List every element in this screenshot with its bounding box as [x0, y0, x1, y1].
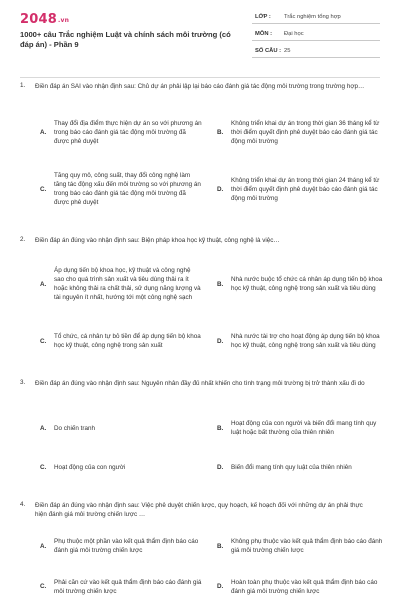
question-2	[20, 236, 383, 370]
meta-row-so-cau	[252, 45, 380, 58]
question-4	[20, 501, 383, 600]
option-a[interactable]	[40, 409, 210, 447]
option-text: Phải căn cứ vào kết quả thẩm định báo cáo đánh giá môi trường chiến lược	[54, 578, 202, 595]
option-a[interactable]	[40, 112, 210, 152]
option-text: Không phụ thuộc vào kết quả thẩm định báo cáo đánh giá môi trường chiến lược	[231, 538, 383, 554]
option-text: Biến đổi mang tính quy luật của thiên nhiên	[231, 463, 352, 471]
meta-value-lop: Trắc nghiệm tổng hợp	[284, 14, 341, 20]
meta-row-lop	[252, 11, 380, 24]
option-letter: B.	[217, 280, 224, 288]
option-text: Không triển khai dự án trong thời gian 24 tháng kể từ thời điểm quyết định phê duyệt báo cáo đánh giá tác động môi trường	[231, 176, 380, 202]
question-3	[20, 379, 380, 485]
question-text: Điền đáp án đúng vào nhận định sau: Việc phê duyệt chiến lược, quy hoạch, kế hoạch đối với những dự án phải thực hiện đánh giá môi trường chiến lược …	[35, 502, 363, 518]
option-text: Tăng quy mô, công suất, thay đổi công nghệ làm tăng tác động xấu đến môi trường so với phương án trong báo cáo đánh giá tác động môi trường đã được phê duyệt	[54, 172, 201, 206]
meta-label-mon: MÔN :	[255, 31, 273, 37]
brand-logo[interactable]	[20, 12, 69, 27]
option-text: Phụ thuộc một phần vào kết quả thẩm định báo cáo đánh giá môi trường chiến lược	[54, 538, 199, 554]
document-title: 1000+ câu Trắc nghiệm Luật và chính sách môi trường (có đáp án) - Phần 9	[20, 30, 231, 49]
option-text: Nhà nước buộc tổ chức cá nhân áp dụng tiến bộ khoa học kỹ thuật, công nghệ trong sản xuất và tiêu dùng	[231, 276, 383, 292]
meta-label-lop: LỚP :	[255, 14, 271, 20]
option-c[interactable]	[40, 573, 210, 600]
option-b[interactable]	[217, 409, 387, 447]
document-header	[0, 0, 400, 70]
question-text: Điền đáp án đúng vào nhận định sau: Biện pháp khoa học kỹ thuật, công nghệ là việc…	[35, 237, 280, 244]
option-letter: D.	[217, 185, 224, 193]
meta-panel	[252, 11, 380, 62]
option-b[interactable]	[217, 254, 387, 314]
meta-row-mon	[252, 28, 380, 41]
option-letter: C.	[40, 463, 47, 471]
option-text: Tổ chức, cá nhân tự bỏ tiền để áp dụng tiến bộ khoa học kỹ thuật, công nghệ trong sản xuất	[54, 333, 201, 349]
question-number: 1.	[20, 82, 26, 89]
option-letter: D.	[217, 337, 224, 345]
meta-label-so-cau: SỐ CÂU :	[255, 48, 282, 54]
option-letter: C.	[40, 337, 47, 345]
option-letter: B.	[217, 128, 224, 136]
option-letter: C.	[40, 583, 47, 590]
option-letter: B.	[217, 424, 224, 432]
option-text: Nhà nước tài trợ cho hoạt động áp dụng tiến bộ khoa học kỹ thuật, công nghệ trong sản xuất và tiêu dùng	[231, 333, 380, 349]
option-c[interactable]	[40, 160, 210, 218]
option-letter: D.	[217, 583, 224, 590]
option-letter: A.	[40, 128, 47, 136]
question-number: 2.	[20, 236, 26, 243]
option-letter: A.	[40, 280, 47, 288]
option-b[interactable]	[217, 112, 387, 152]
question-text: Điền đáp án SAI vào nhận định sau: Chủ dự án phải lập lại báo cáo đánh giá tác động môi trường trong trường hợp…	[35, 83, 365, 90]
option-text: Không triển khai dự án trong thời gian 36 tháng kể từ thời điểm quyết định phê duyệt báo cáo đánh giá tác động môi trường	[231, 119, 380, 145]
option-text: Hoạt động của con người và biến đổi mang tính quy luật hoặc bất thường của thiên nhiên	[231, 420, 377, 436]
option-text: Do chiến tranh	[54, 424, 95, 432]
option-text: Hoàn toàn phụ thuộc vào kết quả thẩm định báo cáo đánh giá môi trường chiến lược	[231, 578, 378, 595]
option-letter: D.	[217, 463, 224, 471]
option-a[interactable]	[40, 531, 210, 561]
option-d[interactable]	[217, 160, 387, 218]
question-number: 4.	[20, 501, 26, 508]
option-d[interactable]	[217, 573, 387, 600]
option-b[interactable]	[217, 531, 387, 561]
option-c[interactable]	[40, 322, 210, 360]
header-divider	[20, 77, 380, 78]
option-c[interactable]	[40, 455, 210, 479]
question-text: Điền đáp án đúng vào nhận định sau: Nguyên nhân đầy đủ nhất khiến cho tình trạng môi trường bị trở thành xấu đi do	[35, 380, 365, 387]
meta-value-mon: Đại học	[284, 31, 304, 37]
option-text: Áp dụng tiến bộ khoa học, kỹ thuật và công nghệ sao cho quá trình sản xuất và tiêu dùng thải ra ít hoặc không thải ra chất thải, sử dụng năng lượng và tài nguyên ít nhất, hướng tới một công nghệ sạch	[54, 267, 201, 301]
option-d[interactable]	[217, 455, 387, 479]
option-a[interactable]	[40, 254, 210, 314]
option-text: Thay đổi địa điểm thực hiện dự án so với phương án trong báo cáo đánh giá tác động môi trường đã được phê duyệt	[54, 119, 202, 145]
option-letter: C.	[40, 185, 47, 193]
option-text: Hoạt động của con người	[54, 463, 126, 471]
brand-name: 2048	[20, 12, 57, 27]
question-number: 3.	[20, 379, 26, 386]
brand-suffix: .vn	[57, 17, 70, 24]
meta-value-so-cau: 25	[284, 48, 291, 54]
question-1	[20, 82, 380, 232]
option-letter: A.	[40, 424, 47, 432]
option-letter: A.	[40, 542, 47, 550]
option-d[interactable]	[217, 322, 387, 360]
option-letter: B.	[217, 542, 224, 550]
